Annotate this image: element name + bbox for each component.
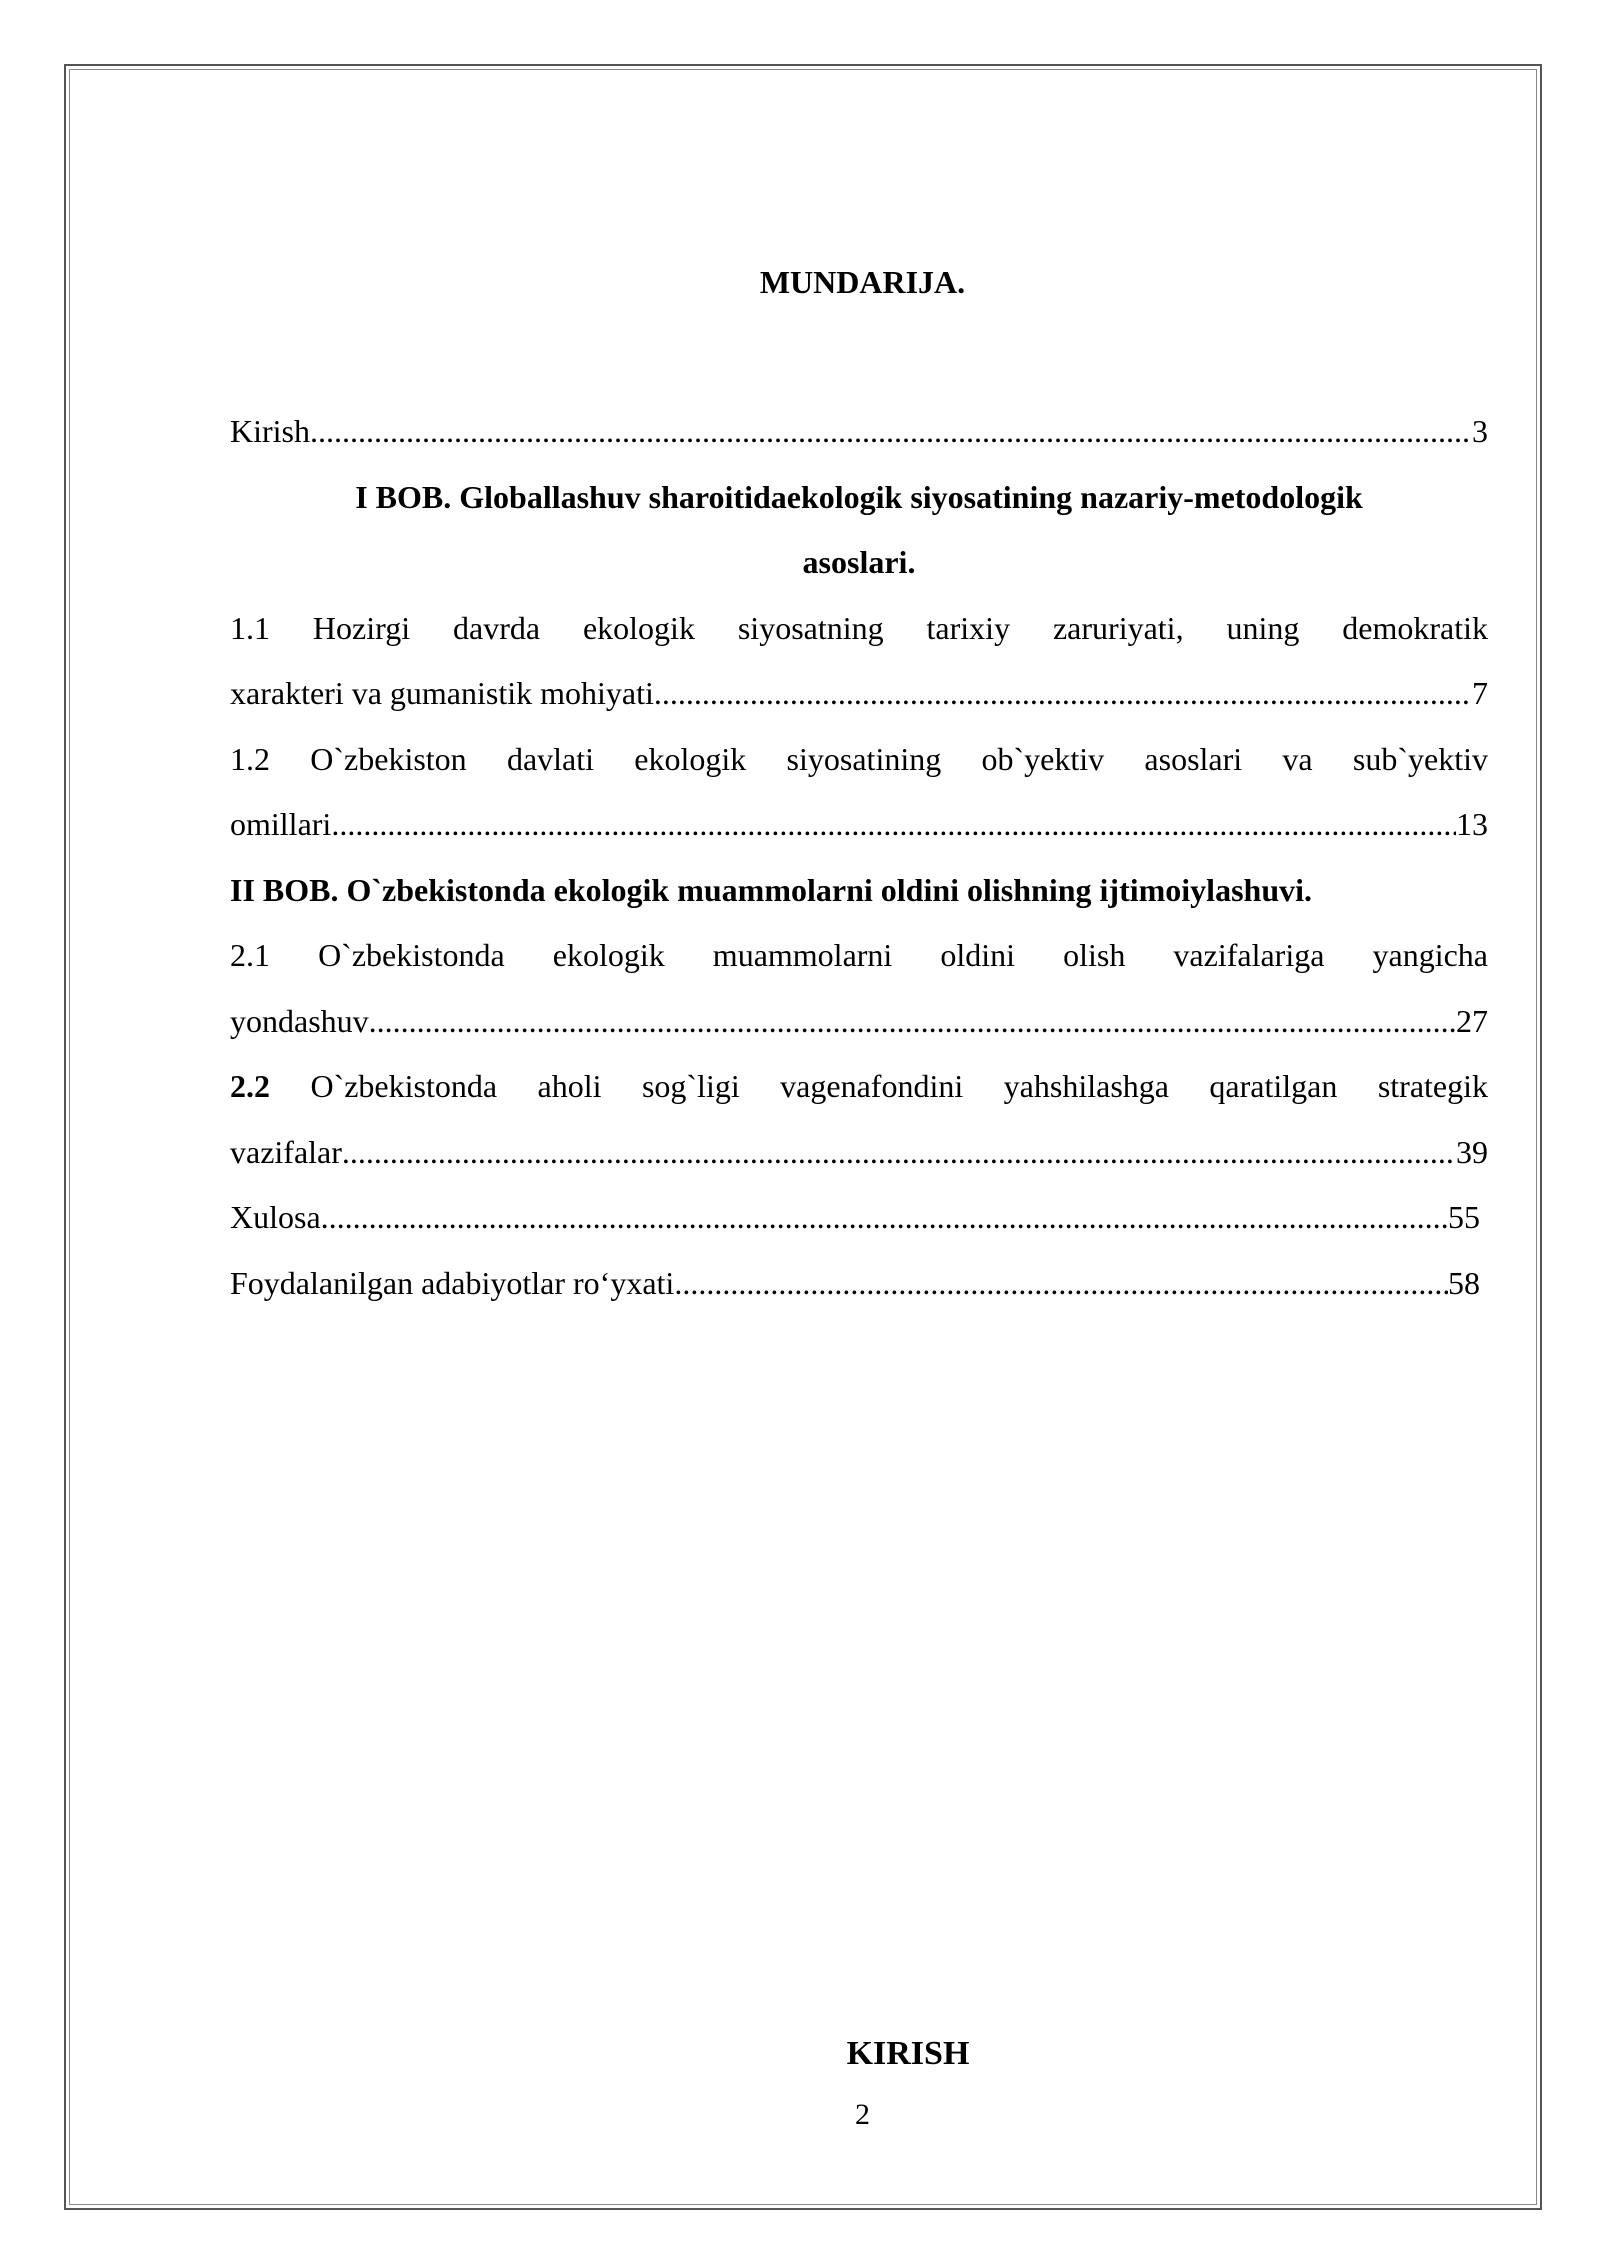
toc-section-2-2-line1 [230,1054,1488,1120]
toc-entry-label: vazifalar [230,1133,342,1170]
toc-chapter-2: II BOB. O`zbekistonda ekologik muammolarni oldini olishning ijtimoiylashuvi. [230,871,1312,908]
toc-section-title: O`zbekistonda aholi sog`ligi vagenafondini yahshilashga qaratilgan strategik [310,1068,1489,1104]
leader-dots [369,989,1456,1055]
toc-section-2-1-line1: 2.1 O`zbekistonda ekologik muammolarni oldini olish vazifalariga yangicha [230,937,1488,973]
leader-dots [321,1185,1448,1251]
toc-title: MUNDARIJA. [759,264,966,300]
toc-chapter-1-line1: I BOB. Globallashuv sharoitidaekologik siyosatining nazariy-metodologik [355,478,1363,515]
toc-section-2-2-line2 [230,1120,1488,1186]
table-of-contents [230,399,1488,1316]
toc-page-number: 7 [1472,675,1488,711]
page-number: 2 [855,2098,870,2131]
toc-page-number: 13 [1456,806,1488,842]
toc-entry-label: omillari [230,806,332,842]
toc-section-1-2-line2 [230,792,1488,858]
toc-section-1-2-line1: 1.2 O`zbekiston davlati ekologik siyosatining ob`yektiv asoslari va sub`yektiv [230,740,1488,777]
leader-dots [654,661,1472,727]
section-heading-kirish: KIRISH [846,2035,970,2072]
leader-dots [342,1120,1456,1186]
toc-entry-label: Kirish [230,413,310,449]
toc-entry-references [230,1251,1480,1317]
toc-section-1-1-line1: 1.1 Hozirgi davrda ekologik siyosatning tarixiy zaruriyati, uning demokratik [230,609,1488,646]
toc-page-number: 3 [1472,413,1488,449]
toc-entry-label: Foydalanilgan adabiyotlar ro‘yxati [230,1264,675,1301]
toc-page-number: 27 [1456,1002,1488,1039]
toc-page-number: 39 [1456,1133,1488,1170]
toc-page-number: 58 [1448,1264,1480,1301]
toc-chapter-1-line2: asoslari. [802,544,916,580]
leader-dots [331,792,1456,858]
toc-entry-label: Xulosa [230,1199,321,1235]
toc-section-number: 2.2 [230,1068,270,1104]
toc-entry-label: yondashuv [230,1002,369,1039]
toc-entry-xulosa [230,1185,1480,1251]
leader-dots [310,399,1472,465]
toc-section-2-1-line2 [230,989,1488,1055]
toc-entry-label: xarakteri va gumanistik mohiyati [230,675,654,711]
toc-page-number: 55 [1448,1199,1480,1235]
toc-section-1-1-line2 [230,661,1488,727]
toc-entry-kirish [230,399,1488,465]
leader-dots [674,1251,1448,1317]
